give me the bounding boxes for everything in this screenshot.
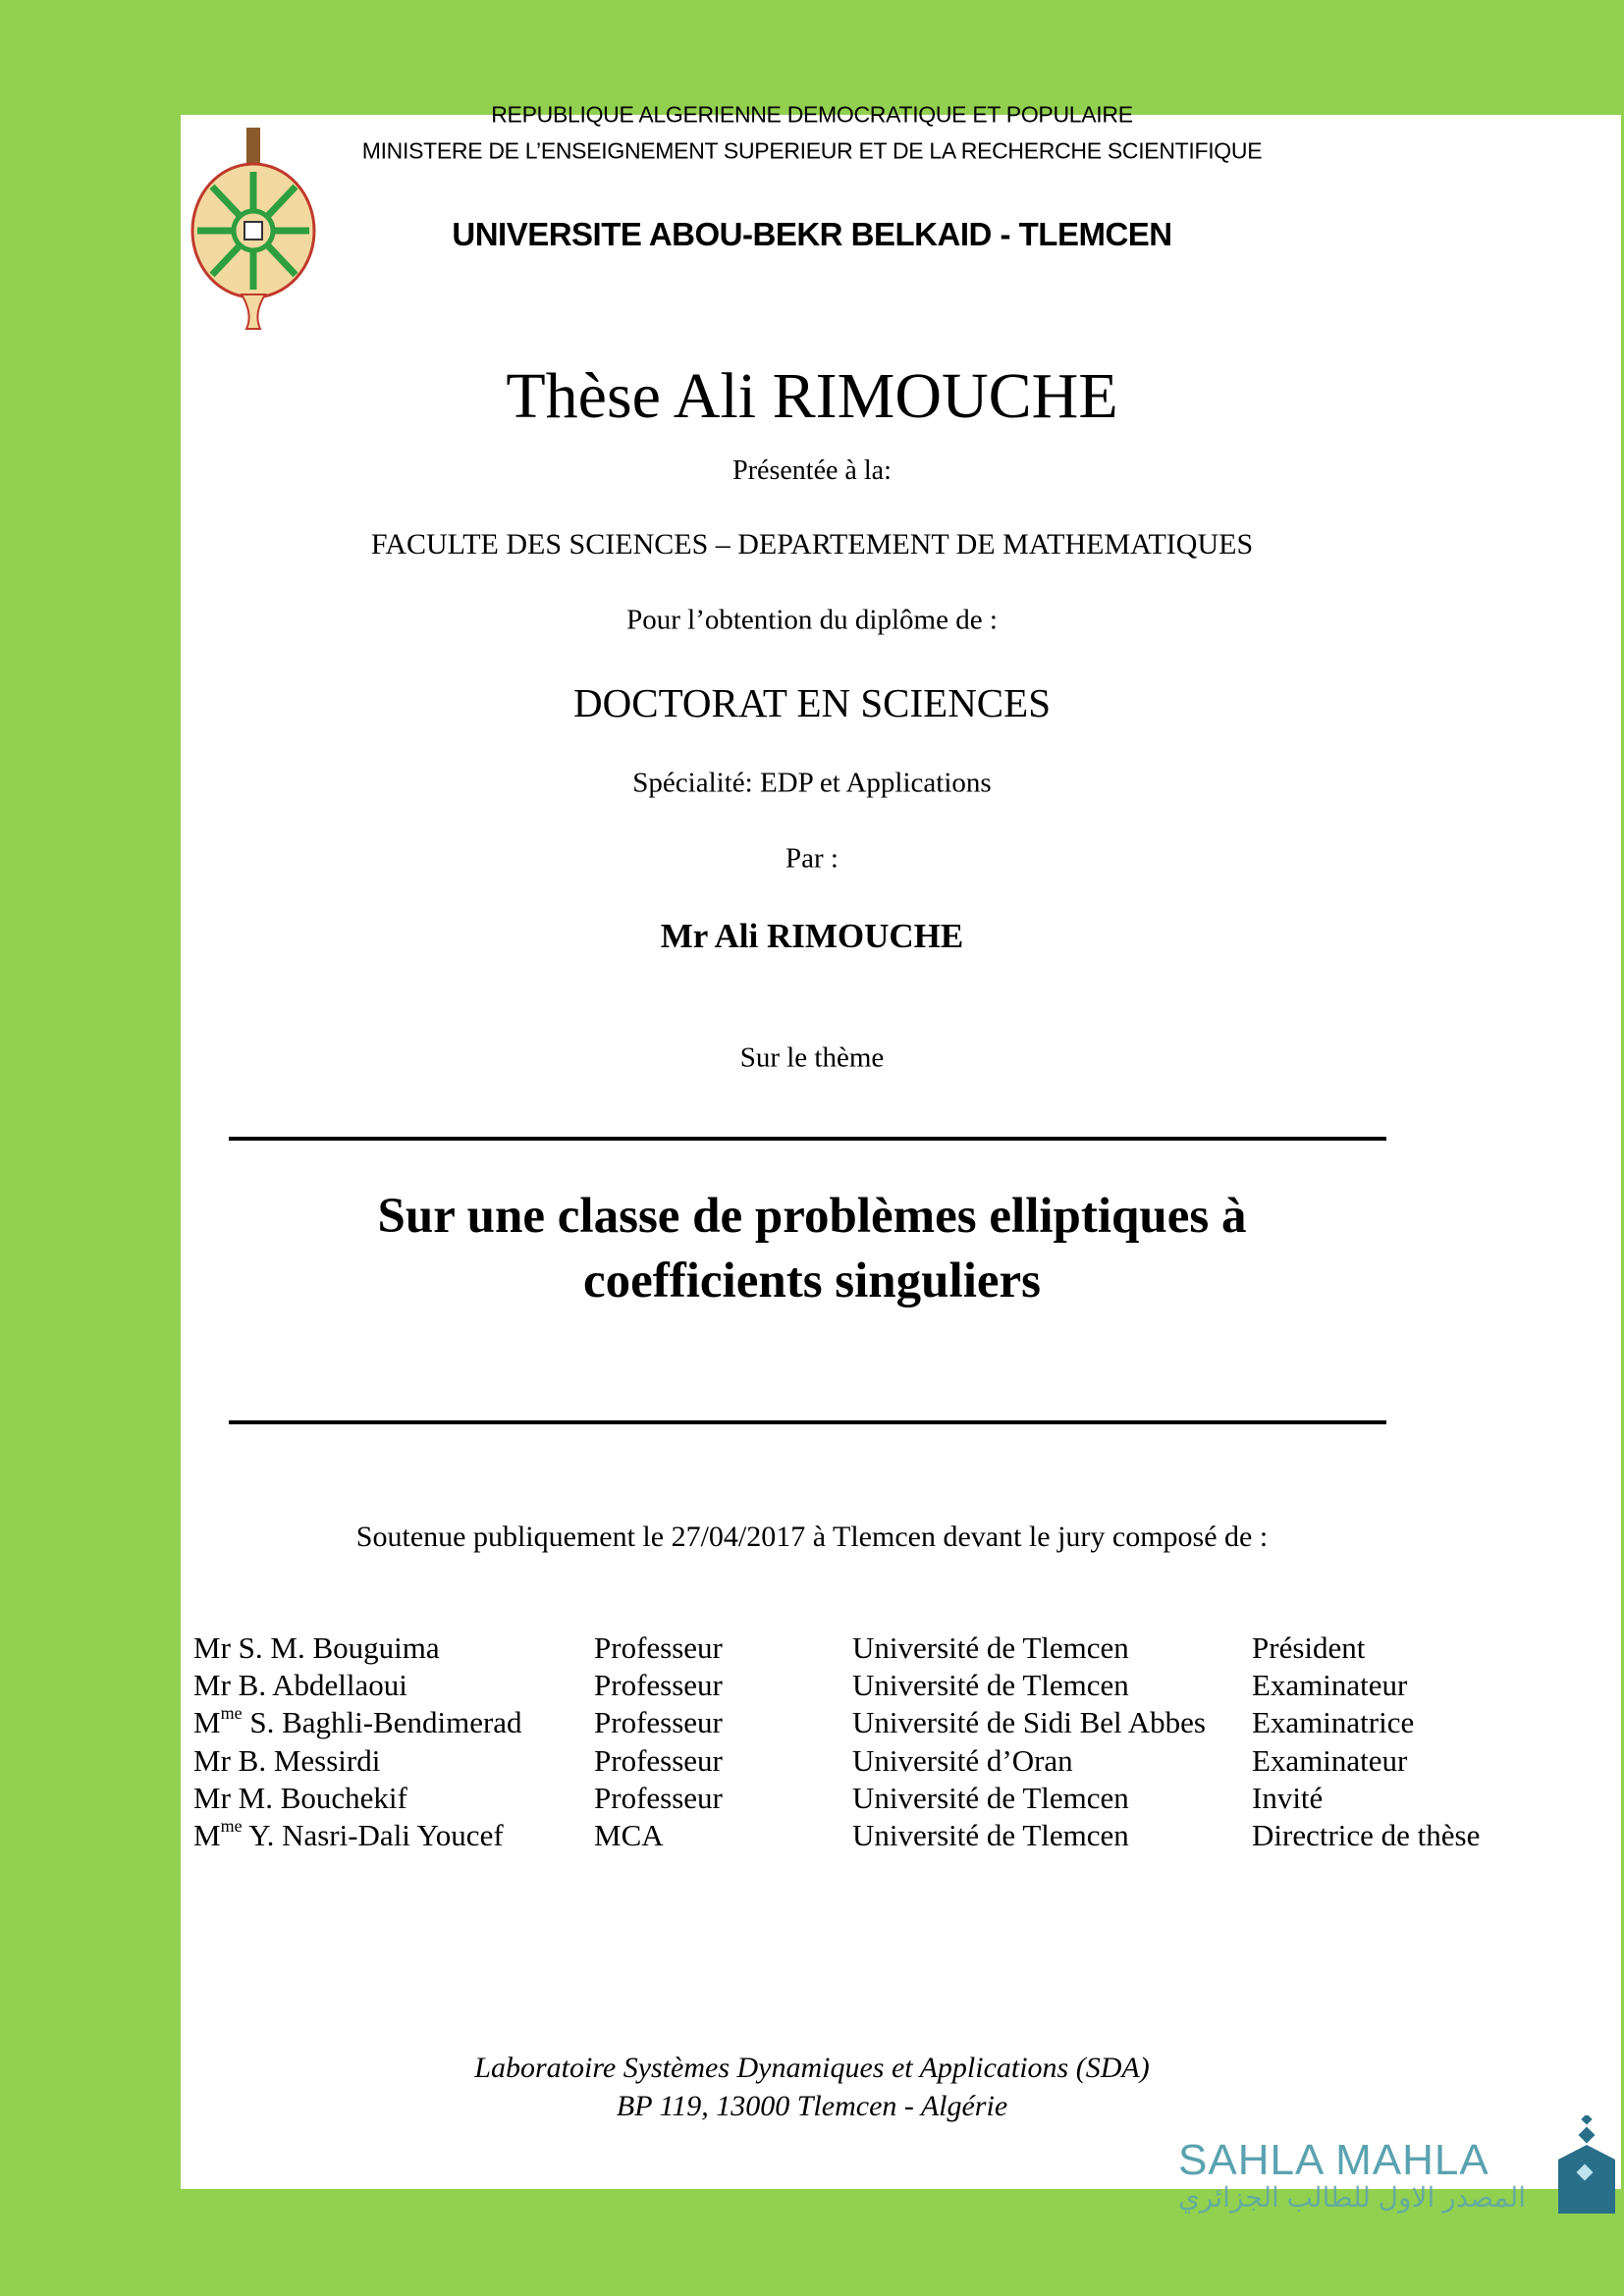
jury-rank: Professeur: [594, 1705, 723, 1740]
jury-title: Mr: [193, 1742, 231, 1778]
ministry-heading: MINISTERE DE L’ENSEIGNEMENT SUPERIEUR ET DE LA RECHERCHE SCIENTIFIQUE: [361, 137, 1263, 164]
thesis-title: Thèse Ali RIMOUCHE: [506, 360, 1118, 432]
jury-role: Président: [1252, 1630, 1366, 1665]
jury-rank: Professeur: [594, 1630, 723, 1665]
republic-heading: REPUBLIQUE ALGERIENNE DEMOCRATIQUE ET POPULAIRE: [491, 101, 1133, 128]
by-label: Par :: [785, 842, 839, 875]
jury-title: Mr: [193, 1780, 231, 1815]
jury-institution: Université de Sidi Bel Abbes: [852, 1705, 1206, 1740]
jury-role: Examinateur: [1252, 1742, 1408, 1778]
jury-rank: MCA: [594, 1817, 664, 1852]
theme-label: Sur le thème: [739, 1041, 885, 1074]
jury-name: B. Messirdi: [230, 1742, 381, 1778]
jury-name: B. Abdellaoui: [238, 1668, 407, 1703]
divider-bottom: [229, 1420, 1386, 1424]
author-name: Mr Ali RIMOUCHE: [660, 917, 964, 955]
jury-title: M: [193, 1705, 221, 1740]
jury-role: Examinateur: [1252, 1668, 1408, 1703]
jury-institution: Université d’Oran: [852, 1742, 1073, 1778]
jury-role: Examinatrice: [1252, 1705, 1415, 1740]
university-logo: [188, 128, 320, 338]
sahla-mahla-emblem-icon: [1553, 2115, 1622, 2218]
university-name: UNIVERSITE ABOU-BEKR BELKAID - TLEMCEN: [452, 216, 1172, 252]
divider-top: [229, 1137, 1386, 1141]
jury-title: Mr: [193, 1630, 231, 1665]
defense-statement: Soutenue publiquement le 27/04/2017 à Tlemcen devant le jury composé de :: [355, 1521, 1269, 1553]
jury-institution: Université de Tlemcen: [852, 1817, 1129, 1852]
faculty: FACULTE DES SCIENCES – DEPARTEMENT DE MATHEMATIQUES: [370, 528, 1254, 561]
jury-institution: Université de Tlemcen: [852, 1780, 1129, 1815]
jury-name: M. Bouchekif: [230, 1780, 407, 1815]
jury-name: Y. Nasri-Dali Youcef: [248, 1817, 504, 1852]
presented-label: Présentée à la:: [732, 455, 892, 486]
watermark-tagline: المصدر الاول للطالب الجزائري: [1178, 2182, 1527, 2213]
degree: DOCTORAT EN SCIENCES: [573, 680, 1051, 725]
watermark-brand: SAHLA MAHLA: [1178, 2136, 1489, 2184]
jury-name: S. Baghli-Bendimerad: [249, 1705, 522, 1740]
subject-line-2: coefficients singuliers: [583, 1254, 1041, 1308]
jury-title-sup: me: [220, 1703, 243, 1724]
obtention-label: Pour l’obtention du diplôme de :: [626, 604, 998, 636]
sahla-mahla-watermark: [1178, 2138, 1581, 2213]
jury-role: Invité: [1252, 1780, 1324, 1815]
specialty: Spécialité: EDP et Applications: [632, 767, 992, 799]
laboratory-address: BP 119, 13000 Tlemcen - Algérie: [616, 2090, 1008, 2122]
jury-name: S. M. Bouguima: [230, 1630, 440, 1665]
jury-institution: Université de Tlemcen: [852, 1630, 1129, 1665]
jury-rank: Professeur: [594, 1742, 723, 1778]
laboratory-name: Laboratoire Systèmes Dynamiques et Applications (SDA): [474, 2052, 1150, 2084]
jury-title: Mr: [193, 1668, 231, 1703]
jury-title: M: [193, 1817, 221, 1852]
jury-rank: Professeur: [594, 1668, 723, 1703]
jury-rank: Professeur: [594, 1780, 723, 1815]
jury-role: Directrice de thèse: [1252, 1817, 1481, 1852]
jury-institution: Université de Tlemcen: [852, 1668, 1129, 1703]
subject-line-1: Sur une classe de problèmes elliptiques à: [377, 1189, 1247, 1244]
jury-title-sup: me: [220, 1815, 243, 1836]
